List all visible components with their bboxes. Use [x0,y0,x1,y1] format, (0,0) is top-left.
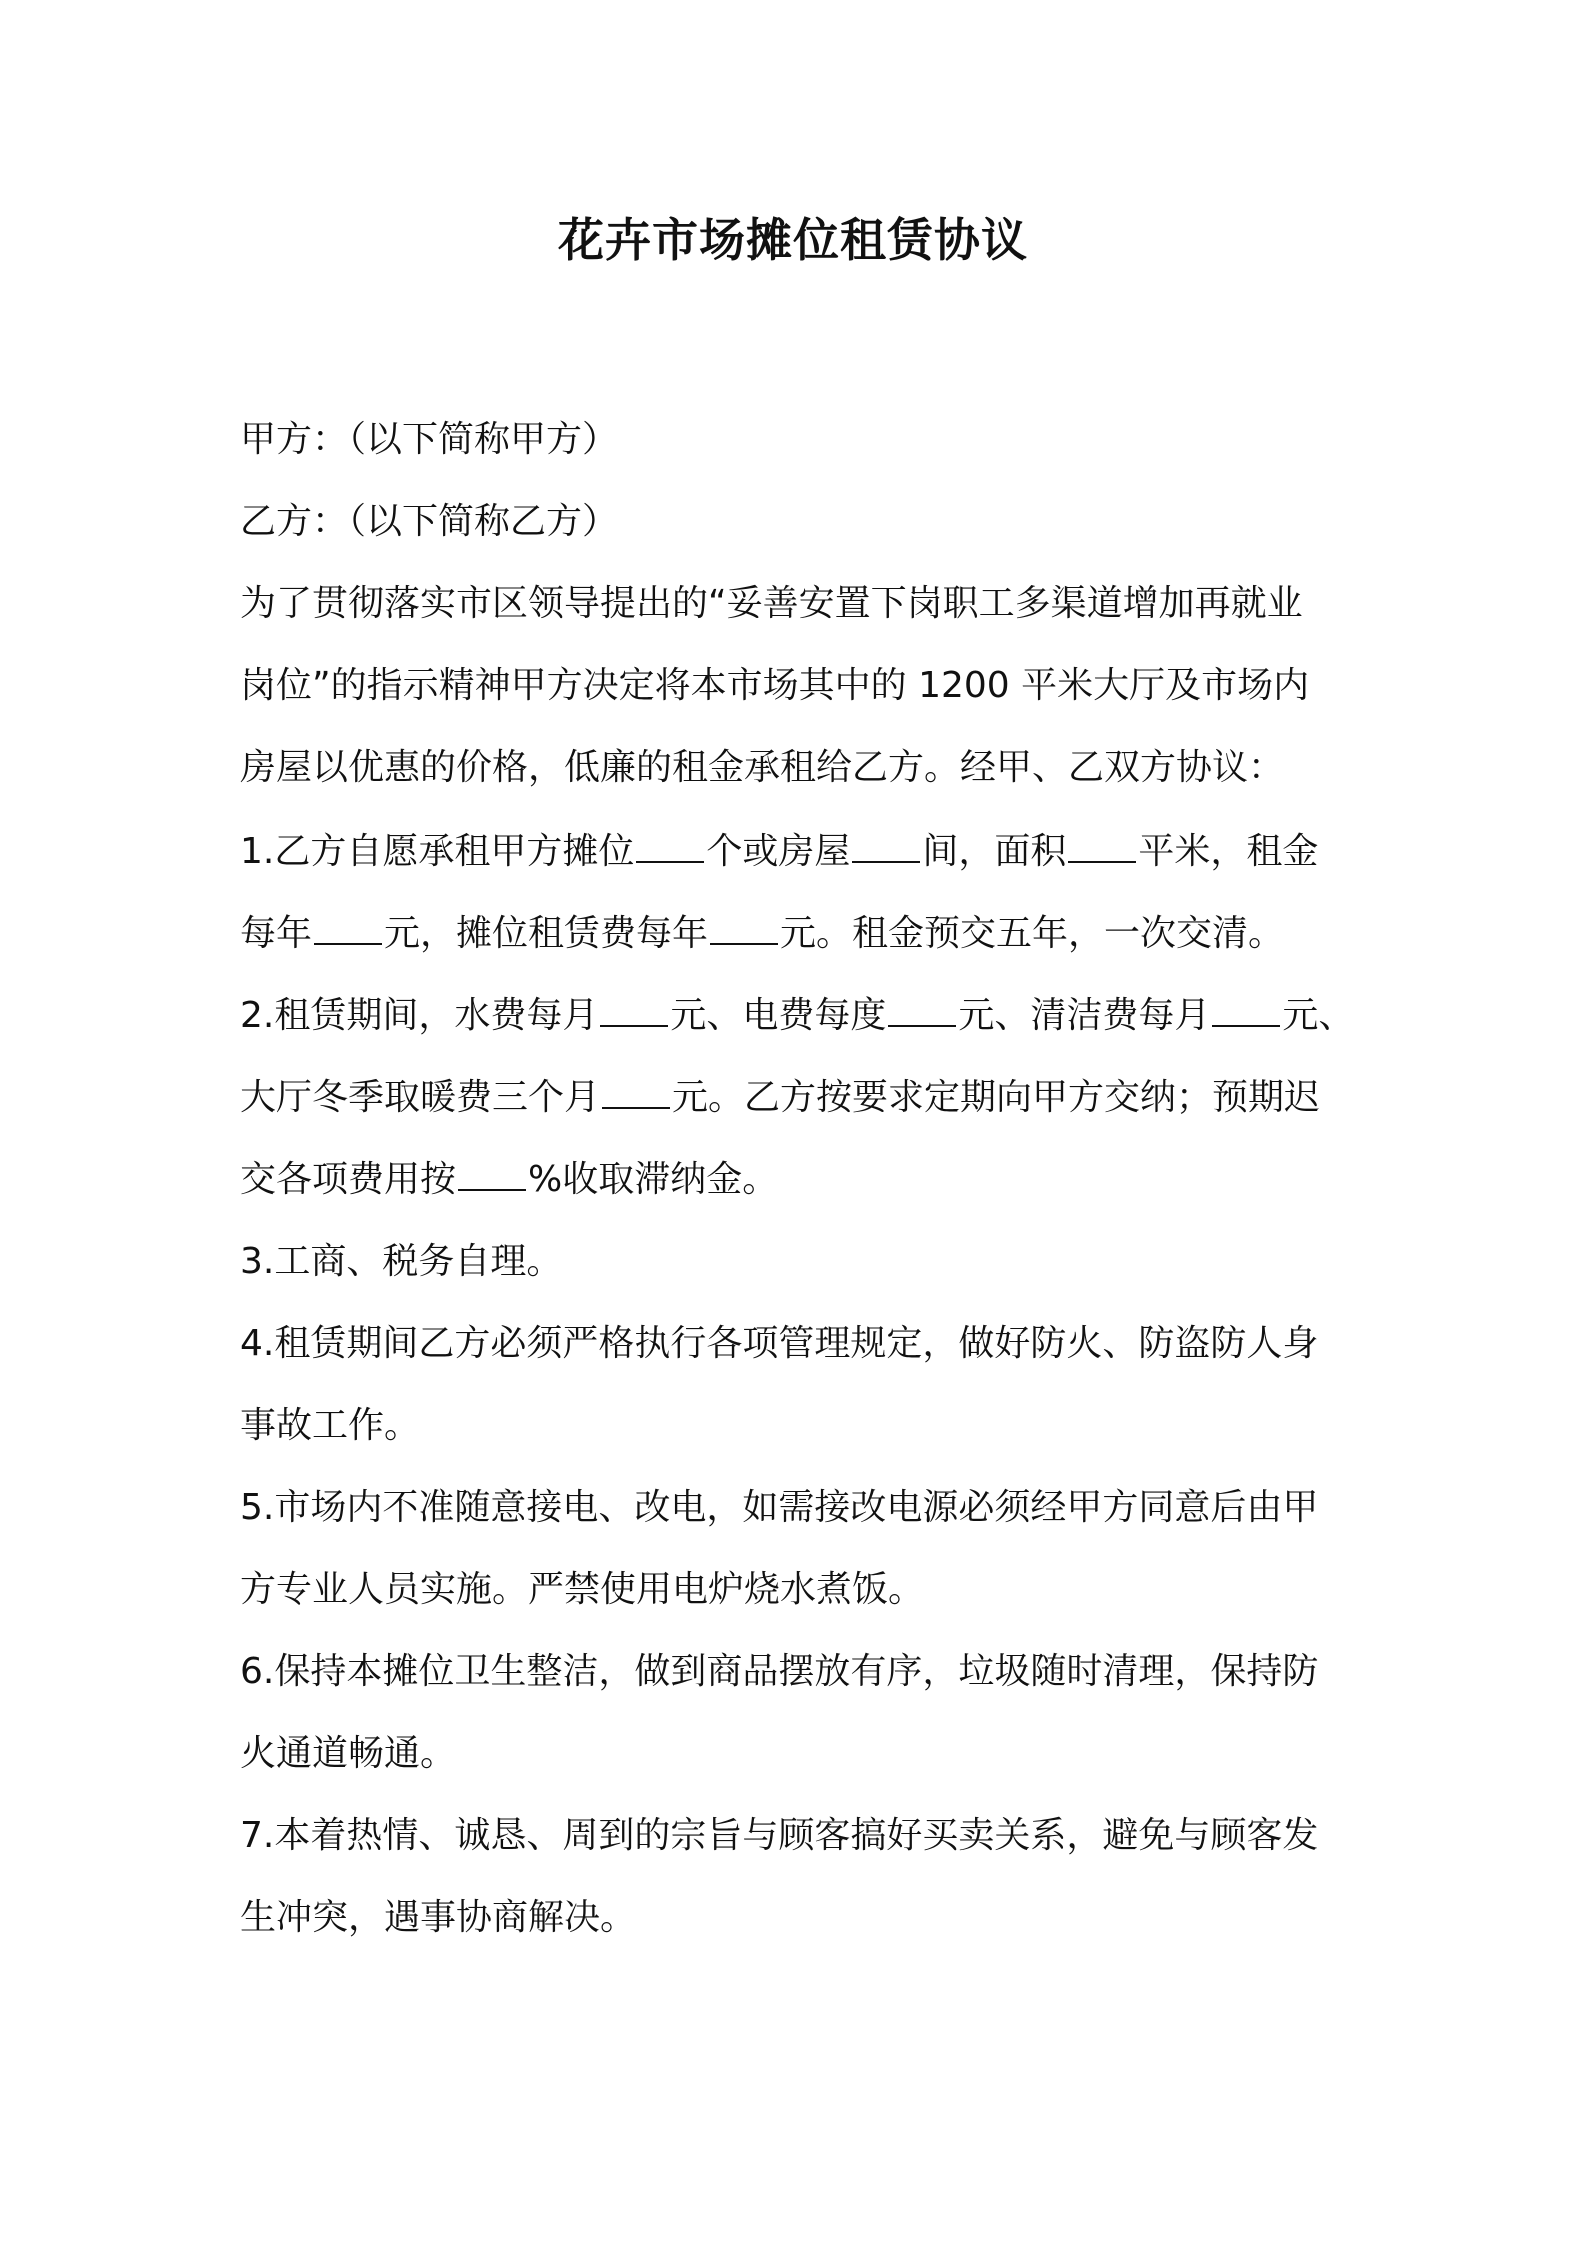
clause-text: 交各项费用按 [240,1159,457,1200]
fill-in-blank[interactable] [1212,995,1280,1027]
clause-text: 平米，租金 [1138,831,1319,872]
clause-6-line-1: 6.保持本摊位卫生整洁，做到商品摆放有序，垃圾随时清理，保持防 [240,1651,1319,1692]
fill-in-blank[interactable] [888,995,956,1027]
intro-line-2: 岗位”的指示精神甲方决定将本市场其中的 1200 平米大厅及市场内 [240,665,1310,706]
clause-7-line-2: 生冲突，遇事协商解决。 [240,1897,637,1938]
clause-text: 元、电费每度 [670,995,887,1036]
party-a-line: 甲方：（以下简称甲方） [240,419,619,460]
clause-4-line-2: 事故工作。 [240,1405,421,1446]
clause-5-line-2: 方专业人员实施。严禁使用电炉烧水煮饭。 [240,1569,925,1610]
fill-in-blank[interactable] [602,1077,670,1109]
party-b-line: 乙方：（以下简称乙方） [240,501,619,542]
clause-text: 元，摊位租赁费每年 [384,913,709,954]
clause-7-line-1: 7.本着热情、诚恳、周到的宗旨与顾客搞好买卖关系，避免与顾客发 [240,1815,1319,1856]
clause-text: 间，面积 [922,831,1067,872]
clause-text: 元、清洁费每月 [958,995,1211,1036]
clause-text: 1.乙方自愿承租甲方摊位 [240,831,635,872]
clause-1-line-1 [240,826,1360,878]
clause-text: 个或房屋 [706,831,851,872]
document-title: 花卉市场摊位租赁协议 [558,213,1028,267]
clause-3: 3.工商、税务自理。 [240,1241,563,1282]
clause-5-line-1: 5.市场内不准随意接电、改电，如需接改电源必须经甲方同意后由甲 [240,1487,1319,1528]
clause-1-line-2 [240,908,1360,960]
clause-text: 元。乙方按要求定期向甲方交纳；预期迟 [672,1077,1321,1118]
clause-text: 大厅冬季取暖费三个月 [240,1077,601,1118]
clause-4-line-1: 4.租赁期间乙方必须严格执行各项管理规定，做好防火、防盗防人身 [240,1323,1319,1364]
clause-6-line-2: 火通道畅通。 [240,1733,457,1774]
fill-in-blank[interactable] [636,831,704,863]
fill-in-blank[interactable] [600,995,668,1027]
fill-in-blank[interactable] [1068,831,1136,863]
intro-line-1: 为了贯彻落实市区领导提出的“妥善安置下岗职工多渠道增加再就业 [240,583,1303,624]
intro-line-3: 房屋以优惠的价格，低廉的租金承租给乙方。经甲、乙双方协议： [240,747,1285,788]
clause-text: 元。租金预交五年，一次交清。 [780,913,1285,954]
clause-text: 2.租赁期间，水费每月 [240,995,599,1036]
clause-2-line-2 [240,1072,1360,1124]
fill-in-blank[interactable] [458,1159,526,1191]
clause-text: 每年 [240,913,313,954]
fill-in-blank[interactable] [852,831,920,863]
clause-text: 元、 [1282,995,1355,1036]
fill-in-blank[interactable] [314,913,382,945]
clause-text: %收取滞纳金。 [528,1159,779,1200]
fill-in-blank[interactable] [710,913,778,945]
clause-2-line-3 [240,1154,1360,1206]
clause-2-line-1 [240,990,1360,1042]
